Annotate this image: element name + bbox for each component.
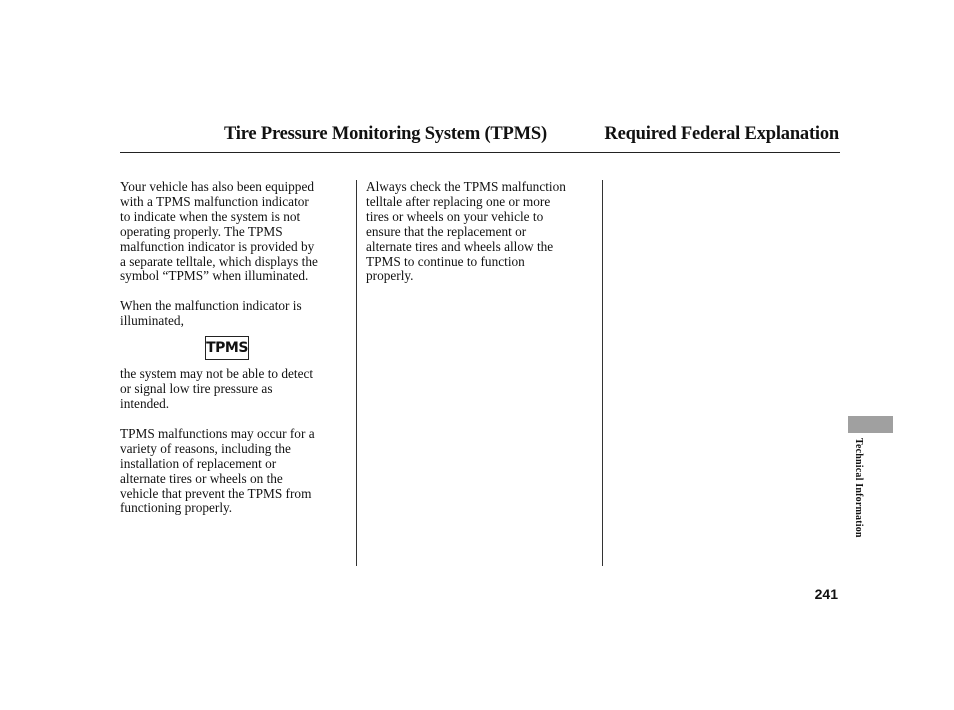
section-title: Tire Pressure Monitoring System (TPMS) (224, 124, 547, 144)
section-subtitle: Required Federal Explanation (604, 124, 839, 144)
page-number: 241 (814, 586, 838, 602)
column-divider-2 (602, 180, 603, 566)
paragraph-check-telltale: Always check the TPMS malfunction telltale after replacing one or more tires or wheels on your vehicle to ensure that the replacement or alternate tires and wheels allow the TPMS to continue to function properly. (366, 179, 566, 284)
text-column-1 (120, 180, 350, 516)
paragraph-indicator-illuminated: When the malfunction indicator is illuminated, (120, 298, 302, 329)
paragraph-detection: the system may not be able to detect or signal low tire pressure as intended. (120, 366, 314, 411)
header-divider (120, 152, 840, 153)
paragraph-intro: Your vehicle has also been equipped with a TPMS malfunction indicator to indicate when the system is not operating properly. The TPMS malfunction indicator is provided by a separate telltale, which displays the symbol “TPMS” when illuminated. (120, 179, 318, 284)
text-column-2 (366, 180, 596, 284)
section-tab-label: Technical Information (853, 438, 864, 538)
paragraph-malfunction-causes: TPMS malfunctions may occur for a variety of reasons, including the installation of replacement or alternate tires or wheels on the vehicle that prevent the TPMS from functioning properly. (120, 425, 315, 516)
tpms-indicator-icon (205, 336, 249, 360)
column-divider-1 (356, 180, 357, 566)
section-tab-marker (848, 416, 893, 433)
tpms-indicator-label: TPMS (206, 339, 248, 356)
page-header (120, 124, 840, 148)
